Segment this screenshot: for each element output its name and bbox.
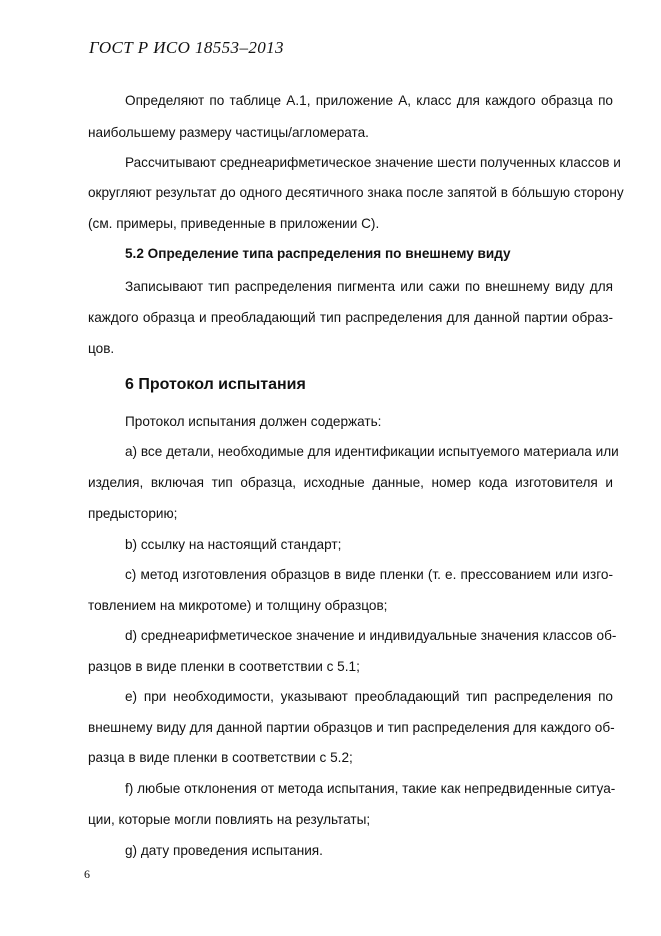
standard-header: ГОСТ Р ИСО 18553–2013: [89, 38, 284, 57]
paragraph-line: Протокол испытания должен содержать:: [125, 414, 382, 429]
list-item-f-continued: ции, которые могли повлиять на результаты;: [88, 812, 371, 827]
paragraph-line: (см. примеры, приведенные в приложении С).: [88, 216, 380, 231]
section-6-heading: 6 Протокол испытания: [125, 376, 306, 393]
list-item-a-continued: изделия, включая тип образца, исходные данные, номер кода изготовителя и: [88, 475, 613, 490]
paragraph-line: Записывают тип распределения пигмента или сажи по внешнему виду для: [125, 279, 613, 294]
list-item-c-continued: товлением на микротоме) и толщину образцов;: [88, 598, 388, 613]
list-item-e-continued: внешнему виду для данной партии образцов и тип распределения для каждого об-: [88, 720, 615, 735]
list-item-d-continued: разцов в виде пленки в соответствии с 5.1;: [88, 659, 360, 674]
list-item-b: b) ссылку на настоящий стандарт;: [125, 537, 342, 552]
list-item-e-continued: разца в виде пленки в соответствии с 5.2;: [88, 750, 353, 765]
list-item-d: d) среднеарифметическое значение и индивидуальные значения классов об-: [125, 628, 617, 643]
paragraph-line: цов.: [88, 341, 115, 356]
paragraph-line: каждого образца и преобладающий тип распределения для данной партии образ-: [88, 310, 613, 325]
section-5-2-heading: 5.2 Определение типа распределения по внешнему виду: [125, 246, 511, 261]
page-number: 6: [84, 867, 90, 881]
paragraph-line: Рассчитывают среднеарифметическое значение шести полученных классов и: [125, 155, 621, 170]
paragraph-line: наибольшему размеру частицы/агломерата.: [88, 125, 369, 140]
list-item-e: е) при необходимости, указывают преобладающий тип распределения по: [125, 689, 613, 704]
list-item-c: с) метод изготовления образцов в виде пленки (т. е. прессованием или изго-: [125, 567, 613, 582]
paragraph-line: округляют результат до одного десятичного знака после запятой в бóльшую сторону: [88, 185, 624, 200]
list-item-f: f) любые отклонения от метода испытания, такие как непредвиденные ситуа-: [125, 781, 616, 796]
paragraph-line: Определяют по таблице А.1, приложение А, класс для каждого образца по: [125, 93, 613, 108]
list-item-a-continued: предысторию;: [88, 506, 178, 521]
list-item-g: g) дату проведения испытания.: [125, 843, 323, 858]
list-item-a: а) все детали, необходимые для идентификации испытуемого материала или: [125, 444, 619, 459]
